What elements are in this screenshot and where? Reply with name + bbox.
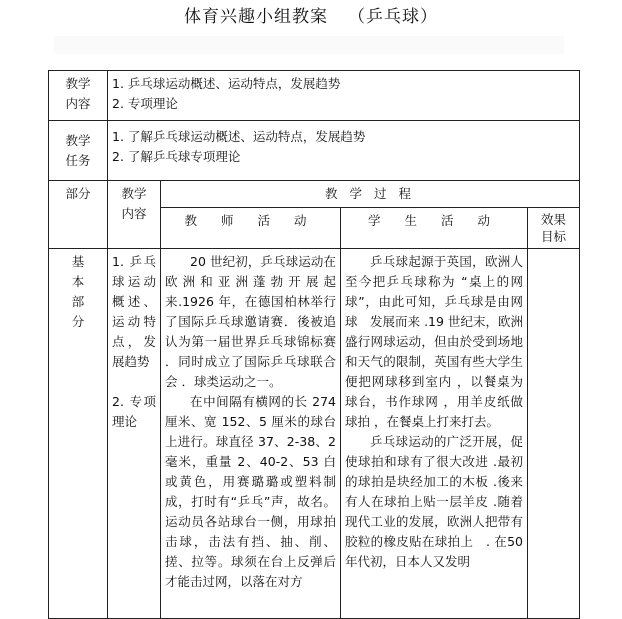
student-header: 学 生 活 动 [341,208,528,249]
page-title [0,2,622,27]
title-main: 体育兴趣小组教案 [184,7,328,27]
basic-content-cell [108,249,161,619]
process-header: 教 学 过 程 [161,181,580,208]
task-item: 1. 了解乒乓球运动概述、运动特点，发展趋势 [112,129,366,144]
title-subtitle: （乒乓球） [348,7,438,27]
content-items [108,71,580,121]
content-item: 1. 乒乓球运动概述、运动特点，发展趋势 [112,76,341,91]
content-item: 2. 专项理论 [112,96,178,111]
scan-shadow [54,36,564,54]
task-item: 2. 了解乒乓球专项理论 [112,149,241,164]
tasks-items [108,121,580,181]
lesson-plan-table [48,70,580,619]
content-label: 教学 内容 [49,71,108,121]
teacher-paragraph: 20 世纪初，乒乓球运动在欧洲和亚洲蓬勃开展起来.1926 年，在德国柏林举行了国际乒乓球邀请赛．後被追认为第一届世界乒乓球锦标赛 ．同时成立了国际乒乓球联合会 ．球类运动之一。 [165,254,336,389]
tasks-label: 教学 任务 [49,121,108,181]
process-header-row [49,181,580,208]
teacher-paragraph: 在中间隔有横网的长 274 厘米、宽 152、5 厘米的球台上进行。球直径 37、2-38、2 毫米，重量 2、40-2、53 白或黄色，用赛璐璐或塑料制成，打时有“乒乓”声，故名。运动员各站球台一侧，用球拍击球，击法有挡、抽、削、搓、拉等。球须在台上反弹后才能击过网，以落在对方 [165,394,336,589]
basic-content-text: 1. 乒乓球运动概述、运动特点，发展趋势 2. 专项理论 [112,254,156,429]
effect-header: 效果 目标 [528,208,580,249]
content-row [49,71,580,121]
content-header: 教学 内容 [108,181,161,249]
effect-cell [528,249,580,619]
basic-part-label: 基 本 部 分 [49,249,108,619]
tasks-row [49,121,580,181]
student-paragraph: 乒乓球起源于英国，欧洲人至今把乒乓球称为 “桌上的网球”，由此可知，乒乓球是由网球 发展而来 .19 世纪末，欧洲盛行网球运动，但由於受到场地和天气的限制，英国有些大学生便把网球移到室内 ，以餐桌为球台，书作球网 ，用羊皮纸做球拍 ，在餐桌上打来打去。 [345,254,523,429]
student-paragraph: 乒乓球运动的广泛开展，促使球拍和球有了很大改进 .最初的球拍是块经加工的木板 .後来有人在球拍上贴一层羊皮 .随着现代工业的发展，欧洲人把带有胶粒的橡皮贴在球拍上 . 在50 年代初，日本人又发明 [345,434,523,569]
basic-part-row [49,249,580,619]
student-activity-cell [341,249,528,619]
teacher-header: 教 师 活 动 [161,208,341,249]
teacher-activity-cell [161,249,341,619]
part-header: 部分 [49,181,108,249]
